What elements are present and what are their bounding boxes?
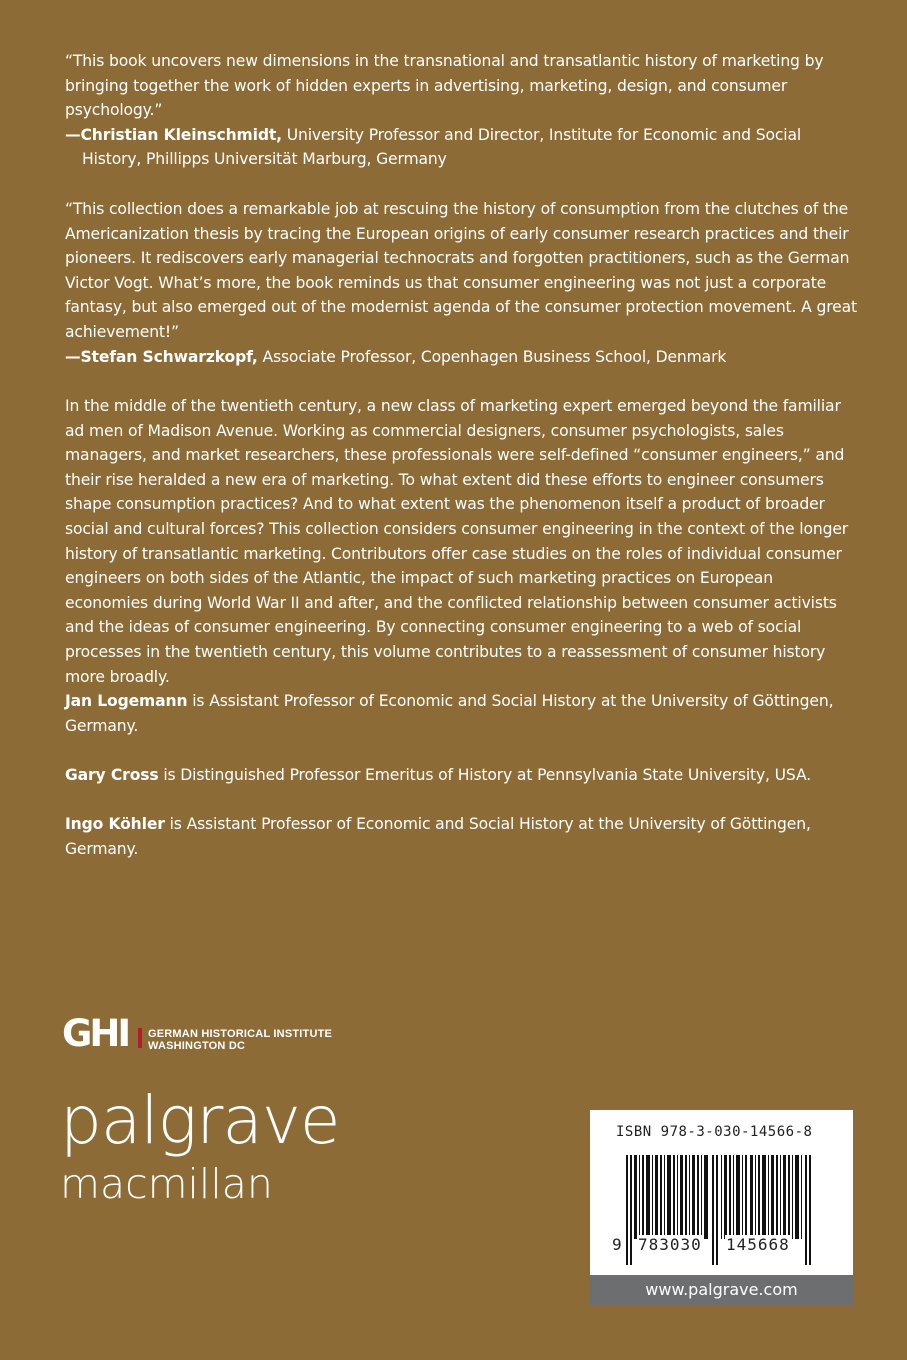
quote-affiliation: Associate Professor, Copenhagen Business School, Denmark [257,347,727,366]
ghi-name: GERMAN HISTORICAL INSTITUTE [148,1028,333,1040]
publisher-logo [60,1082,340,1208]
quote-attribution [65,345,860,370]
barcode-digit-group-2: 145668 [726,1235,790,1254]
barcode-digit-group-1: 783030 [638,1235,702,1254]
author-bio [65,689,860,738]
description-text: In the middle of the twentieth century, a new class of marketing expert emerged beyond the familiar ad men of Madison Avenue. Working as commercial designers, consumer psychologists, sales managers, and market researchers, these professionals were self-defined “consumer engineers,” and their rise heralded a new era of marketing. To what extent did these efforts to engineer consumers shape consumption practices? And to what extent was the phenomenon itself a product of broader social and cultural forces? This collection considers consumer engineering in the context of the longer history of transatlantic marketing. Contributors offer case studies on the roles of individual consumer engineers on both sides of the Atlantic, the impact of such marketing practices on European economies during World War II and after, and the conflicted relationship between consumer activists and the ideas of consumer engineering. By connecting consumer engineering to a web of social processes in the twentieth century, this volume contributes to a reassessment of consumer history more broadly. [65,397,849,686]
barcode-box [590,1110,853,1305]
author-bio [65,812,860,861]
ghi-logo-mark: GHI [62,1012,129,1055]
author-bio [65,763,860,788]
publisher-name-line2: macmillan [60,1160,273,1208]
bio-name: Ingo Köhler [65,815,165,833]
quote-text: “This book uncovers new dimensions in the transnational and transatlantic history of marketing by bringing together the work of hidden experts in advertising, marketing, design, and consumer psychology.” [65,52,824,120]
ghi-logo [62,1012,362,1055]
bio-name: Gary Cross [65,766,159,784]
bio-name: Jan Logemann [65,692,188,710]
quote-attribution [65,123,860,172]
ghi-location: WASHINGTON DC [148,1040,246,1052]
bio-text: is Distinguished Professor Emeritus of History at Pennsylvania State University, USA. [158,766,812,784]
endorsement-quote-1 [65,49,860,172]
quote-author: —Stefan Schwarzkopf, [65,347,258,366]
endorsement-quote-2 [65,197,860,369]
ghi-accent-bar [138,1028,142,1048]
isbn-label: ISBN 978-3-030-14566-8 [616,1124,813,1140]
book-description [65,394,860,689]
quote-affiliation: University Professor and Director, Institute for Economic and Social History, Phillipps Universität Marburg, Germany [82,125,802,169]
ghi-logo-text [148,1028,332,1052]
quote-text: “This collection does a remarkable job at rescuing the history of consumption from the clutches of the Americanization thesis by tracing the European origins of early consumer research practices and their pioneers. It rediscovers early managerial technocrats and forgotten practitioners, such as the German Victor Vogt. What’s more, the book reminds us that consumer engineering was not just a corporate fantasy, but also emerged out of the modernist agenda of the consumer protection movement. A great achievement!” [65,200,857,341]
barcode-digit-first: 9 [612,1235,622,1254]
quote-author: —Christian Kleinschmidt, [65,125,282,144]
bio-text: is Assistant Professor of Economic and Social History at the University of Göttingen, Germany. [65,815,811,858]
publisher-url[interactable]: www.palgrave.com [590,1275,853,1305]
bio-text: is Assistant Professor of Economic and Social History at the University of Göttingen, Germany. [65,692,834,735]
publisher-name-line1: palgrave [60,1082,340,1159]
